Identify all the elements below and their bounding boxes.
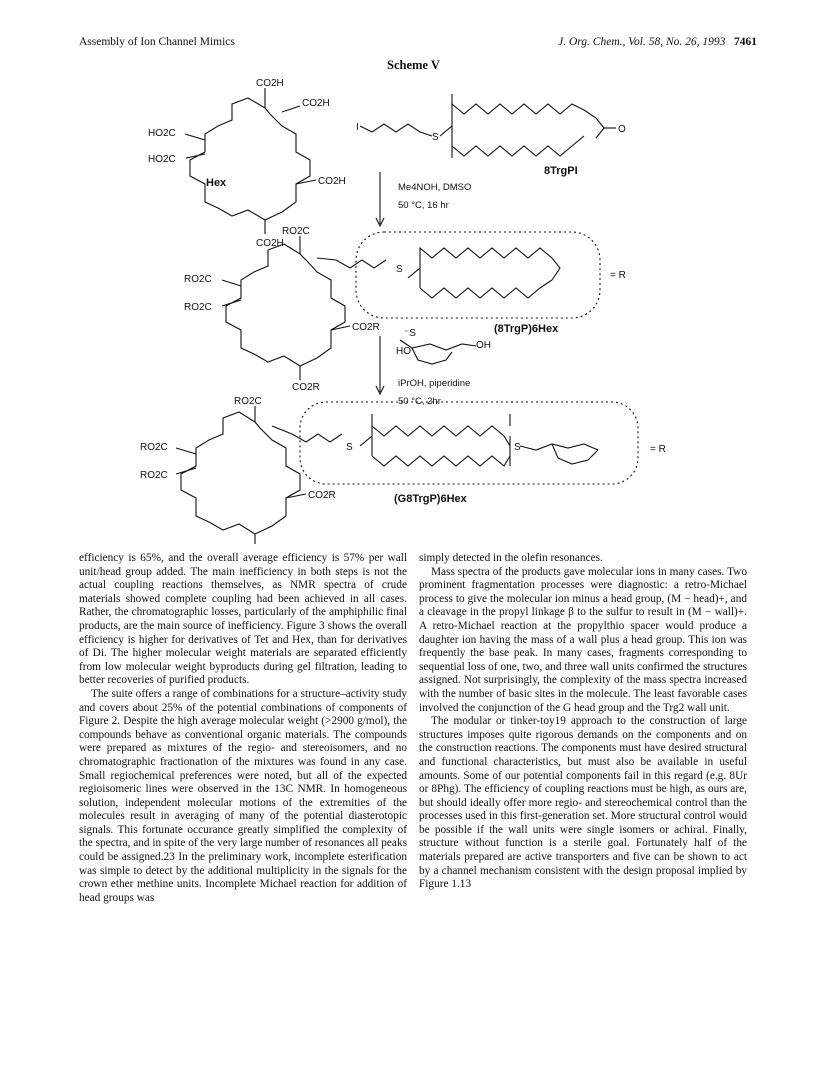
hex-crown-structure xyxy=(185,88,316,234)
bottom-r-equals: = R xyxy=(650,444,666,455)
step2-reagent: iPrOH, piperidine xyxy=(398,378,471,389)
paragraph: The modular or tinker-toy19 approach to the construction of large structures imposes quite rigorous demands on the components and on the construction reactions. The components must have desired structural and functional characteristics, but must also be available in useful amounts. Some of our potential components fail in this regard (e.g. 8Ur or 8Phg). The efficiency of coupling reactions must be high, as ours are, but should ideally offer more regio- and stereochemical control than the processes used in this first-generation set. More structural control would be possible if the wall units were single isomers or achiral. Finally, structure without function is a sterile goal. Fortunately half of the materials prepared are active transporters and five can be shown to act by a channel mechanism consistent with the design proposal implied by Figure 1.13 xyxy=(419,715,747,891)
reaction-arrow-2 xyxy=(376,336,384,394)
paragraph: The suite offers a range of combinations for a structure–activity study and covers about 25% of the potential combinations of components of Figure 2. Despite the high average molecular weight (>2900 g/mol), the compounds behave as conventional organic materials. The compounds were prepared as mixtures of the regio- and stereoisomers, and no chromatographic fractionation of the mixtures was found in any case. Small regiochemical preferences were noted, but all of the expected regioisomeric lines were observed in the 13C NMR. In homogeneous solution, independent molecular motions of the extremities of the molecules result in averaging of many of the potential diasterotopic signals. This fortunate occurance greatly simplified the complexity of the spectra, and in spite of the very large number of resonances all peaks could be assigned.23 In the preliminary work, incomplete esterification was simple to detect by the additional multiplicity in the signals for the crown ether methine units. Incomplete Michael reaction for addition of head groups was xyxy=(79,687,407,904)
hex-co2h-right: CO2H xyxy=(302,98,330,109)
hex-ho2c-2: HO2C xyxy=(148,154,176,165)
paragraph: simply detected in the olefin resonances. xyxy=(419,552,603,564)
thiolate-label: ⁻S xyxy=(404,328,416,339)
mid-ro2c-1: RO2C xyxy=(184,274,212,285)
reaction-scheme xyxy=(0,74,827,544)
bottom-label: (G8TrgP)6Hex xyxy=(394,493,467,505)
hex-co2h-top: CO2H xyxy=(256,78,284,89)
mid-sulfur: S xyxy=(396,264,403,275)
bottom-co2r-right: CO2R xyxy=(308,490,336,501)
page-number: 7461 xyxy=(734,36,757,48)
thioglucose-oh: OH xyxy=(476,340,491,351)
thioglucose-structure xyxy=(400,340,476,364)
mid-co2r-bottom: CO2R xyxy=(292,382,320,393)
8trgpi-label: 8TrgPI xyxy=(544,165,578,177)
step1-conditions: 50 °C, 16 hr xyxy=(398,200,449,211)
mid-crown-structure xyxy=(222,236,560,380)
bottom-sulfur-1: S xyxy=(346,442,353,453)
thioglucose-ho: HO xyxy=(396,346,411,357)
hex-ho2c-1: HO2C xyxy=(148,128,176,139)
bottom-ro2c-1: RO2C xyxy=(140,442,168,453)
step1-reagent: Me4NOH, DMSO xyxy=(398,182,472,193)
paragraph: Mass spectra of the products gave molecular ions in many cases. Two prominent fragmentation processes were diagnostic: a retro-Michael process to give the molecular ion minus a head group, (M − head)+, and a cleavage in the propyl linkage β to the sulfur to result in (M − wall)+. A retro-Michael reaction at the propylthio spacer would produce a daughter ion having the mass of a wall plus a head group. This ion was frequently the base peak. In many cases, fragments corresponding to sequential loss of one, two, and three wall units confirmed the structures assigned. Not surprisingly, the complexity of the mass spectra increased with the number of basic sites in the molecule. The least favorable cases involved the conjunction of the G head group and the Trg2 wall unit. xyxy=(419,565,747,714)
bottom-crown-structure xyxy=(176,406,598,544)
running-header-title: Assembly of Ion Channel Mimics xyxy=(79,36,235,48)
mid-r-equals: = R xyxy=(610,270,626,281)
sulfur-label: S xyxy=(432,132,439,143)
mid-ro2c-top: RO2C xyxy=(282,226,310,237)
mid-co2r-right: CO2R xyxy=(352,322,380,333)
mid-label: (8TrgP)6Hex xyxy=(494,323,559,335)
running-header-citation xyxy=(558,36,757,48)
bottom-sulfur-2: S xyxy=(514,442,521,453)
mid-ro2c-2: RO2C xyxy=(184,302,212,313)
hex-co2h-bottom: CO2H xyxy=(256,238,284,249)
bottom-ro2c-top: RO2C xyxy=(234,396,262,407)
8trgpi-structure xyxy=(360,94,616,158)
paragraph: efficiency is 65%, and the overall average efficiency is 57% per wall unit/head group added. The main inefficiency in both steps is not the actual coupling reactions themselves, as NMR spectra of crude materials showed complete coupling had been achieved in all cases. Rather, the chromatographic losses, particularly of the amphiphilic final products, are the main source of inefficiency. Figure 3 shows the overall efficiency is higher for derivatives of Tet and Hex, than for derivatives of Di. The higher molecular weight materials are separated efficiently from low molecular weight byproducts during gel filtration, leading to better recoveries of purified products. xyxy=(79,552,407,687)
step2-conditions: 50 °C, 2hr xyxy=(398,396,441,407)
mid-wall-box xyxy=(356,232,600,318)
hex-label: Hex xyxy=(206,177,227,189)
right-text-column xyxy=(419,552,747,892)
reaction-arrow-1 xyxy=(376,172,384,226)
iodine-label: I xyxy=(356,122,359,133)
hex-co2h-lower: CO2H xyxy=(318,176,346,187)
left-text-column xyxy=(79,552,407,905)
carbonyl-o-label: O xyxy=(618,124,626,135)
scheme-title: Scheme V xyxy=(387,58,440,72)
journal-citation: J. Org. Chem., Vol. 58, No. 26, 1993 xyxy=(558,36,726,48)
bottom-ro2c-2: RO2C xyxy=(140,470,168,481)
